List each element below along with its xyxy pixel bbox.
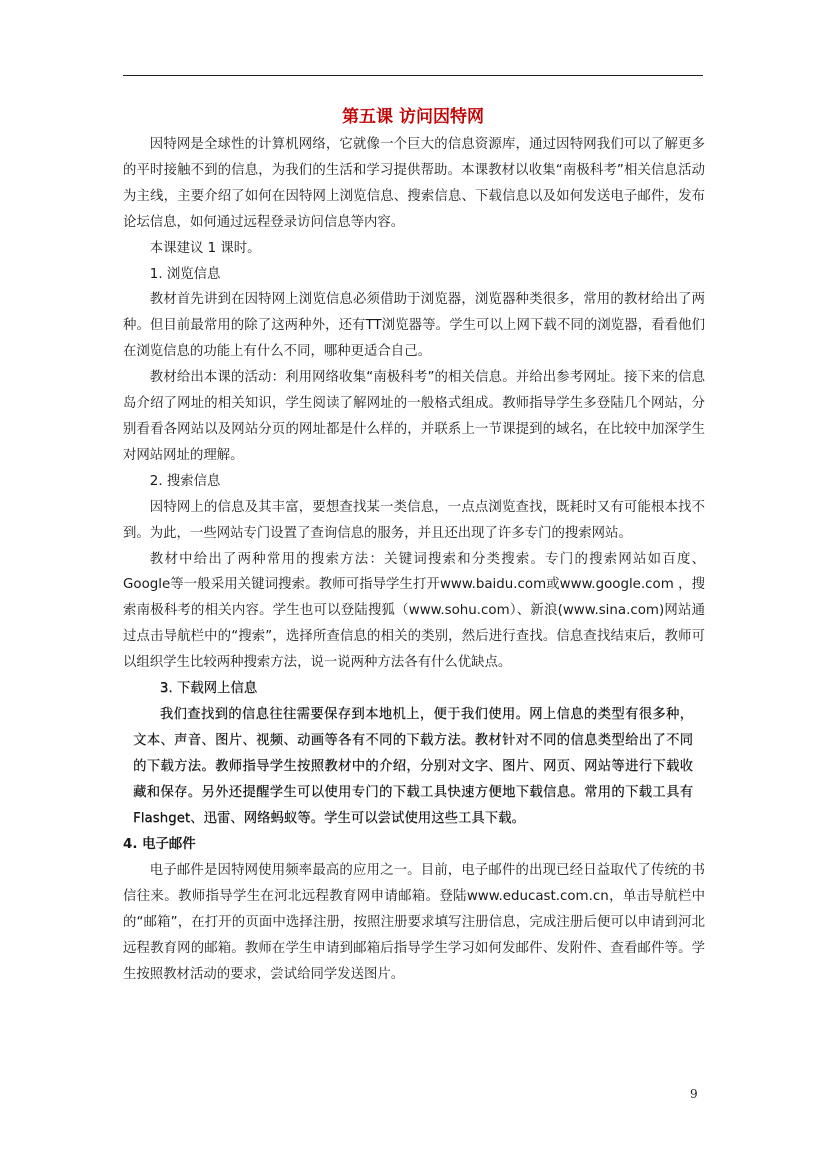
lesson-hours: 本课建议 1 课时。 (149, 240, 261, 256)
section-heading-download: 3. 下载网上信息 (159, 681, 258, 697)
section-heading-search: 2. 搜索信息 (149, 473, 221, 489)
browse-paragraph-2: 教材给出本课的活动：利用网络收集“南极科考”的相关信息。并给出参考网址。接下来的信息岛介绍了网址的相关知识，学生阅读了解网址的一般格式组成。教师指导学生多登陆几个网站，分别看看各网站以及网站分页的网址都是什么样的，并联系上一节课提到的域名，在比较中加深学生对网站网址的理解。 (123, 370, 705, 463)
section-heading-browse: 1. 浏览信息 (149, 266, 221, 282)
scanned-excerpt (123, 676, 693, 832)
intro-paragraph: 因特网是全球性的计算机网络，它就像一个巨大的信息资源库，通过因特网我们可以了解更多的平时接触不到的信息，为我们的生活和学习提供帮助。本课教材以收集“南极科考”相关信息活动为主线，主要介绍了如何在因特网上浏览信息、搜索信息、下载信息以及如何发送电子邮件，发布论坛信息，如何通过远程登录访问信息等内容。 (123, 137, 705, 230)
browse-paragraph-1: 教材首先讲到在因特网上浏览信息必须借助于浏览器，浏览器种类很多，常用的教材给出了两种。但目前最常用的除了这两种外，还有TT浏览器等。学生可以上网下载不同的浏览器，看看他们在浏览信息的功能上有什么不同，哪种更适合自己。 (123, 292, 705, 360)
search-paragraph-2: 教材中给出了两种常用的搜索方法：关键词搜索和分类搜索。专门的搜索网站如百度、Google等一般采用关键词搜索。教师可指导学生打开www.baidu.com或www.google.com ，搜索南极科考的相关内容。学生也可以登陆搜狐（www.sohu.com）、新浪(www.sina.com)网站通过点击导航栏中的“搜索”，选择所查信息的相关的类别，然后进行查找。信息查找结束后，教师可以组织学生比较两种搜索方法，说一说两种方法各有什么优缺点。 (123, 551, 705, 671)
document-body (123, 132, 705, 987)
download-paragraph: 我们查找到的信息往往需要保存到本地机上，便于我们使用。网上信息的类型有很多种，文本、声音、图片、视频、动画等各有不同的下载方法。教材针对不同的信息类型给出了不同的下载方法。教师指导学生按照教材中的介绍，分别对文字、图片、网页、网站等进行下载收藏和保存。另外还提醒学生可以使用专门的下载工具快速方便地下载信息。常用的下载工具有Flashget、迅雷、网络蚂蚁等。学生可以尝试使用这些工具下载。 (133, 707, 693, 827)
header-rule (123, 75, 703, 76)
section-heading-email: 4. 电子邮件 (123, 837, 196, 853)
email-paragraph: 电子邮件是因特网使用频率最高的应用之一。目前，电子邮件的出现已经日益取代了传统的书信往来。教师指导学生在河北远程教育网申请邮箱。登陆www.educast.com.cn，单击导航栏中的“邮箱”，在打开的页面中选择注册，按照注册要求填写注册信息，完成注册后便可以申请到河北远程教育网的邮箱。教师在学生申请到邮箱后指导学生学习如何发邮件、发附件、查看邮件等。学生按照教材活动的要求，尝试给同学发送图片。 (123, 862, 705, 982)
search-paragraph-1: 因特网上的信息及其丰富，要想查找某一类信息，一点点浏览查找，既耗时又有可能根本找不到。为此，一些网站专门设置了查询信息的服务，并且还出现了许多专门的搜索网站。 (123, 499, 705, 541)
lesson-title: 第五课 访问因特网 (342, 107, 484, 127)
page-number: 9 (690, 1087, 698, 1101)
